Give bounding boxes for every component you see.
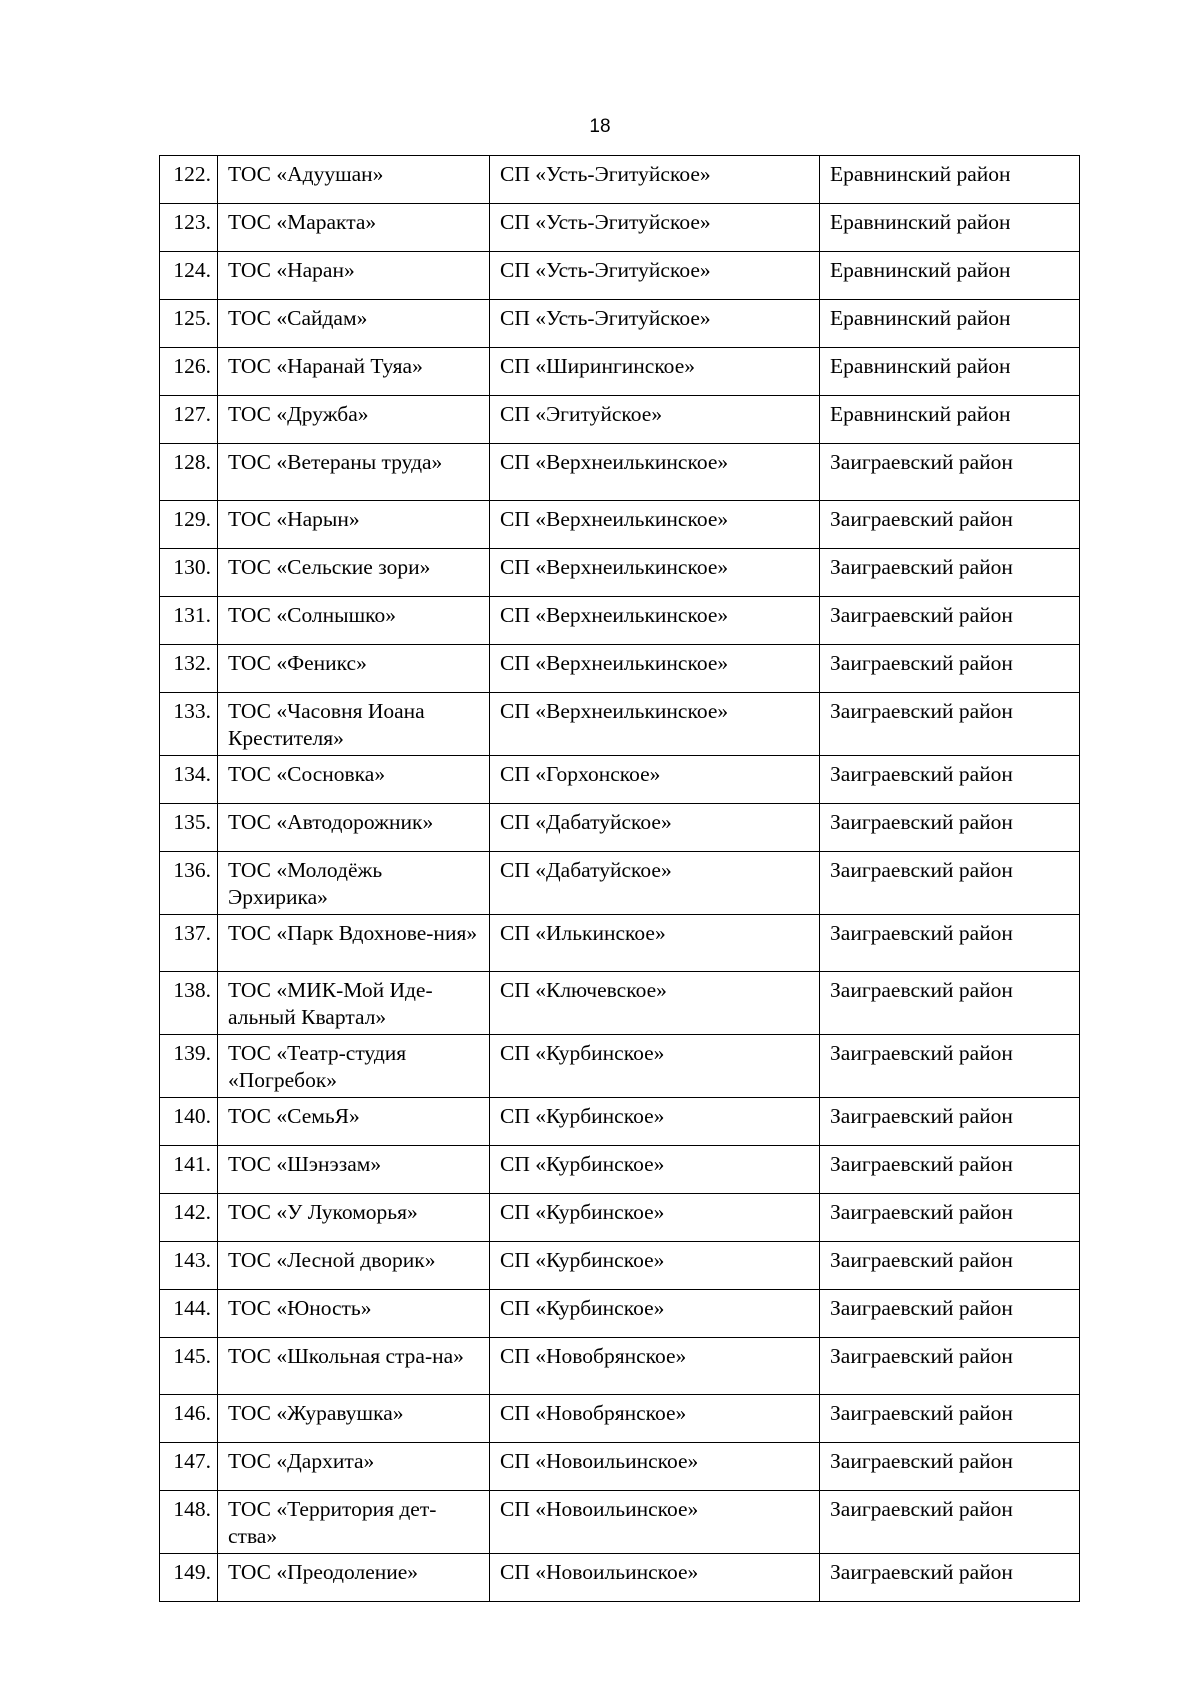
district-name: Еравнинский район — [820, 252, 1080, 300]
row-number: 122. — [160, 156, 218, 204]
settlement-name: СП «Курбинское» — [490, 1290, 820, 1338]
row-number: 128. — [160, 444, 218, 501]
row-number: 140. — [160, 1098, 218, 1146]
row-number: 139. — [160, 1035, 218, 1098]
settlement-name: СП «Новоильинское» — [490, 1491, 820, 1554]
district-name: Заиграевский район — [820, 1554, 1080, 1602]
tos-name: ТОС «Адуушан» — [218, 156, 490, 204]
table-row — [160, 693, 1080, 756]
row-number: 135. — [160, 804, 218, 852]
table-row — [160, 852, 1080, 915]
table-row — [160, 549, 1080, 597]
table-row — [160, 348, 1080, 396]
row-number: 141. — [160, 1146, 218, 1194]
table-row — [160, 645, 1080, 693]
tos-name: ТОС «Преодоление» — [218, 1554, 490, 1602]
district-name: Заиграевский район — [820, 1194, 1080, 1242]
settlement-name: СП «Усть-Эгитуйское» — [490, 156, 820, 204]
row-number: 147. — [160, 1443, 218, 1491]
tos-name: ТОС «Дархита» — [218, 1443, 490, 1491]
tos-name: ТОС «Часовня Иоана Крестителя» — [218, 693, 490, 756]
table-row — [160, 972, 1080, 1035]
table-row — [160, 756, 1080, 804]
tos-name: ТОС «Дружба» — [218, 396, 490, 444]
settlement-name: СП «Курбинское» — [490, 1035, 820, 1098]
tos-name: ТОС «Сельские зори» — [218, 549, 490, 597]
tos-name: ТОС «Журавушка» — [218, 1395, 490, 1443]
table-row — [160, 1098, 1080, 1146]
district-name: Заиграевский район — [820, 549, 1080, 597]
table-row — [160, 1035, 1080, 1098]
row-number: 130. — [160, 549, 218, 597]
table-row — [160, 156, 1080, 204]
row-number: 124. — [160, 252, 218, 300]
tos-name: ТОС «Сайдам» — [218, 300, 490, 348]
row-number: 129. — [160, 501, 218, 549]
row-number: 131. — [160, 597, 218, 645]
table-row — [160, 396, 1080, 444]
district-name: Еравнинский район — [820, 204, 1080, 252]
district-name: Еравнинский район — [820, 156, 1080, 204]
tos-name: ТОС «У Лукоморья» — [218, 1194, 490, 1242]
district-name: Заиграевский район — [820, 852, 1080, 915]
row-number: 125. — [160, 300, 218, 348]
district-name: Заиграевский район — [820, 1491, 1080, 1554]
settlement-name: СП «Верхнеилькинское» — [490, 597, 820, 645]
table-row — [160, 204, 1080, 252]
district-name: Еравнинский район — [820, 300, 1080, 348]
district-name: Заиграевский район — [820, 444, 1080, 501]
table-row — [160, 915, 1080, 972]
table-row — [160, 444, 1080, 501]
settlement-name: СП «Дабатуйское» — [490, 804, 820, 852]
district-name: Заиграевский район — [820, 597, 1080, 645]
tos-name: ТОС «Молодёжь Эрхирика» — [218, 852, 490, 915]
district-name: Заиграевский район — [820, 756, 1080, 804]
table-row — [160, 252, 1080, 300]
row-number: 142. — [160, 1194, 218, 1242]
table-row — [160, 1290, 1080, 1338]
tos-name: ТОС «Ветераны труда» — [218, 444, 490, 501]
settlement-name: СП «Курбинское» — [490, 1194, 820, 1242]
district-name: Заиграевский район — [820, 501, 1080, 549]
table-row — [160, 804, 1080, 852]
tos-name: ТОС «Нарын» — [218, 501, 490, 549]
table-row — [160, 1443, 1080, 1491]
table-row — [160, 1194, 1080, 1242]
table-row — [160, 1146, 1080, 1194]
settlement-name: СП «Верхнеилькинское» — [490, 645, 820, 693]
settlement-name: СП «Дабатуйское» — [490, 852, 820, 915]
table-row — [160, 501, 1080, 549]
tos-registry-table — [159, 155, 1080, 1602]
table-row — [160, 1554, 1080, 1602]
tos-name: ТОС «Автодорожник» — [218, 804, 490, 852]
table-row — [160, 597, 1080, 645]
district-name: Заиграевский район — [820, 1146, 1080, 1194]
page-number: 18 — [589, 116, 611, 137]
settlement-name: СП «Новобрянское» — [490, 1338, 820, 1395]
row-number: 137. — [160, 915, 218, 972]
settlement-name: СП «Усть-Эгитуйское» — [490, 252, 820, 300]
tos-name: ТОС «Театр-студия «Погребок» — [218, 1035, 490, 1098]
table-row — [160, 300, 1080, 348]
row-number: 149. — [160, 1554, 218, 1602]
row-number: 134. — [160, 756, 218, 804]
district-name: Заиграевский район — [820, 1035, 1080, 1098]
settlement-name: СП «Новоильинское» — [490, 1443, 820, 1491]
settlement-name: СП «Новобрянское» — [490, 1395, 820, 1443]
tos-name: ТОС «Наран» — [218, 252, 490, 300]
tos-name: ТОС «Шэнэзам» — [218, 1146, 490, 1194]
district-name: Еравнинский район — [820, 396, 1080, 444]
district-name: Еравнинский район — [820, 348, 1080, 396]
settlement-name: СП «Усть-Эгитуйское» — [490, 204, 820, 252]
row-number: 132. — [160, 645, 218, 693]
settlement-name: СП «Верхнеилькинское» — [490, 444, 820, 501]
table-row — [160, 1338, 1080, 1395]
settlement-name: СП «Верхнеилькинское» — [490, 501, 820, 549]
table-row — [160, 1491, 1080, 1554]
tos-name: ТОС «Территория дет-ства» — [218, 1491, 490, 1554]
row-number: 123. — [160, 204, 218, 252]
settlement-name: СП «Курбинское» — [490, 1146, 820, 1194]
row-number: 144. — [160, 1290, 218, 1338]
district-name: Заиграевский район — [820, 804, 1080, 852]
tos-name: ТОС «Лесной дворик» — [218, 1242, 490, 1290]
district-name: Заиграевский район — [820, 1395, 1080, 1443]
settlement-name: СП «Эгитуйское» — [490, 396, 820, 444]
row-number: 145. — [160, 1338, 218, 1395]
settlement-name: СП «Курбинское» — [490, 1098, 820, 1146]
district-name: Заиграевский район — [820, 1098, 1080, 1146]
row-number: 138. — [160, 972, 218, 1035]
tos-name: ТОС «Сосновка» — [218, 756, 490, 804]
tos-name: ТОС «Юность» — [218, 1290, 490, 1338]
district-name: Заиграевский район — [820, 972, 1080, 1035]
table-row — [160, 1242, 1080, 1290]
row-number: 148. — [160, 1491, 218, 1554]
tos-name: ТОС «МИК-Мой Иде-альный Квартал» — [218, 972, 490, 1035]
tos-name: ТОС «Маракта» — [218, 204, 490, 252]
tos-name: ТОС «Наранай Туяа» — [218, 348, 490, 396]
settlement-name: СП «Ключевское» — [490, 972, 820, 1035]
tos-name: ТОС «Школьная стра-на» — [218, 1338, 490, 1395]
row-number: 126. — [160, 348, 218, 396]
row-number: 133. — [160, 693, 218, 756]
district-name: Заиграевский район — [820, 1338, 1080, 1395]
tos-name: ТОС «Солнышко» — [218, 597, 490, 645]
row-number: 143. — [160, 1242, 218, 1290]
tos-name: ТОС «СемьЯ» — [218, 1098, 490, 1146]
settlement-name: СП «Ширингинское» — [490, 348, 820, 396]
row-number: 136. — [160, 852, 218, 915]
table-row — [160, 1395, 1080, 1443]
settlement-name: СП «Верхнеилькинское» — [490, 693, 820, 756]
tos-name: ТОС «Феникс» — [218, 645, 490, 693]
district-name: Заиграевский район — [820, 1290, 1080, 1338]
district-name: Заиграевский район — [820, 1242, 1080, 1290]
district-name: Заиграевский район — [820, 693, 1080, 756]
row-number: 146. — [160, 1395, 218, 1443]
settlement-name: СП «Илькинское» — [490, 915, 820, 972]
tos-name: ТОС «Парк Вдохнове-ния» — [218, 915, 490, 972]
district-name: Заиграевский район — [820, 645, 1080, 693]
district-name: Заиграевский район — [820, 915, 1080, 972]
settlement-name: СП «Верхнеилькинское» — [490, 549, 820, 597]
settlement-name: СП «Новоильинское» — [490, 1554, 820, 1602]
settlement-name: СП «Курбинское» — [490, 1242, 820, 1290]
district-name: Заиграевский район — [820, 1443, 1080, 1491]
settlement-name: СП «Усть-Эгитуйское» — [490, 300, 820, 348]
row-number: 127. — [160, 396, 218, 444]
settlement-name: СП «Горхонское» — [490, 756, 820, 804]
